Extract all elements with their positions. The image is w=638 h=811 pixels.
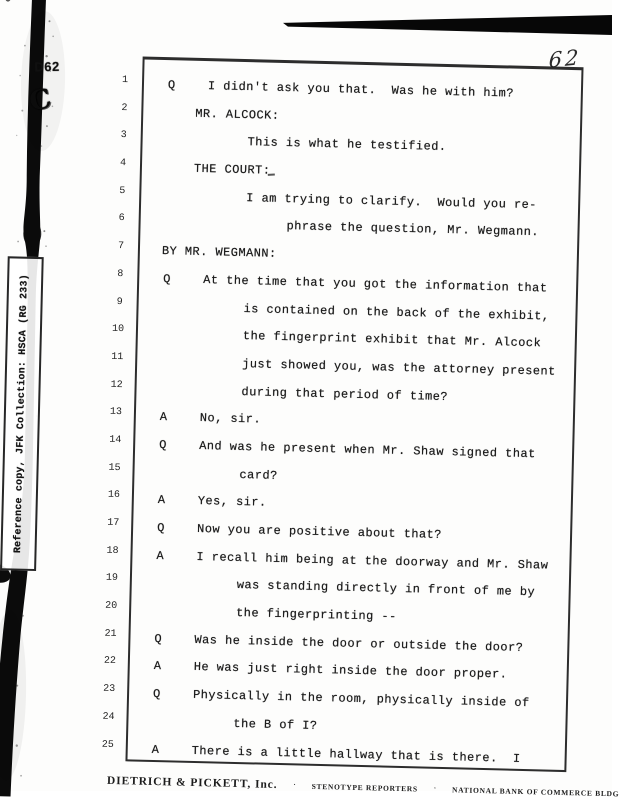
line-text: Now you are positive about that?	[196, 521, 443, 542]
line-text: Yes, sir.	[197, 494, 267, 510]
line-text: the fingerprinting --	[235, 606, 397, 624]
line-number: 5	[119, 185, 126, 197]
line-text: He was just right inside the door proper.	[193, 660, 508, 683]
archive-stamp-box	[0, 256, 44, 571]
speaker-label: Q	[159, 437, 167, 453]
line-number: 21	[104, 628, 117, 640]
line-number: 9	[116, 296, 123, 308]
line-number: 13	[109, 407, 123, 419]
speaker-label: Q	[152, 687, 161, 702]
line-text: Was he inside the door or outside the door?	[194, 632, 524, 655]
line-text: I didn't ask you that. Was he with him?	[207, 79, 515, 101]
footer-separator: ·	[433, 782, 437, 793]
speaker-label: Q	[154, 631, 162, 646]
line-text: This is what he testified.	[247, 135, 447, 155]
speaker-label: A	[156, 548, 164, 563]
line-number: 22	[103, 656, 117, 668]
handwritten-page-number: 62	[548, 45, 582, 73]
line-text: the fingerprint exhibit that Mr. Alcock	[242, 329, 542, 351]
speaker-label: A	[151, 742, 160, 757]
line-number: 14	[109, 434, 122, 447]
line-number: 10	[111, 324, 125, 336]
line-number: 17	[107, 517, 120, 530]
line-number: 25	[101, 739, 114, 751]
line-text: was standing directly in front of me by	[236, 578, 536, 600]
line-text: MR. ALCOCK:	[195, 106, 280, 123]
line-text: during that period of time?	[241, 384, 449, 404]
line-text: I recall him being at the doorway and Mr. Shaw	[196, 549, 549, 573]
line-text: the B of I?	[233, 716, 318, 733]
line-number: 20	[105, 600, 118, 613]
line-text: Physically in the room, physically inside of	[192, 688, 530, 711]
transcript-lines	[101, 73, 588, 776]
speaker-label: A	[153, 659, 162, 674]
line-number: 1	[121, 75, 129, 87]
line-number: 4	[119, 158, 127, 170]
transcript-box	[101, 51, 589, 792]
line-text: just showed you, was the attorney present	[242, 356, 556, 379]
line-text: phrase the question, Mr. Wegmann.	[286, 219, 540, 240]
archive-stamp-text: Reference copy, JFK Collection: HSCA (RG 233)	[12, 274, 31, 554]
line-number: 11	[111, 351, 124, 363]
footer-address: NATIONAL BANK OF COMMERCE BLDG	[451, 785, 620, 799]
line-number: 15	[108, 462, 121, 474]
line-number: 7	[117, 241, 125, 253]
line-text: At the time that you got the information that	[203, 272, 548, 296]
line-text: BY MR. WEGMANN:	[161, 244, 277, 261]
line-text: There is a little hallway that is there. I	[191, 743, 521, 766]
footer-separator: ·	[293, 779, 297, 790]
line-number: 24	[102, 711, 115, 723]
c-letter-stamp: C	[26, 83, 55, 118]
speaker-label: A	[157, 493, 166, 508]
footer-role: STENOTYPE REPORTERS	[311, 781, 418, 794]
line-text: I am trying to clarify. Would you re-	[246, 190, 538, 212]
line-number: 16	[107, 490, 121, 502]
speaker-label: Q	[167, 78, 176, 93]
line-text: card?	[239, 467, 278, 483]
doc-number-stamp: D62	[34, 58, 60, 75]
line-number: 8	[117, 268, 124, 280]
line-number: 18	[106, 545, 119, 557]
line-text: THE COURT:	[193, 161, 271, 178]
footer-firm: DIETRICH & PICKETT, Inc.	[106, 774, 278, 792]
line-number: 23	[103, 683, 116, 696]
line-number: 6	[118, 213, 125, 225]
line-number: 19	[105, 573, 119, 585]
line-text: is contained on the back of the exhibit,	[243, 301, 550, 324]
line-number: 2	[121, 102, 128, 114]
line-text: And was he present when Mr. Shaw signed that	[198, 438, 536, 462]
speaker-label: A	[159, 410, 168, 425]
line-text: No, sir.	[199, 411, 262, 427]
line-number: 3	[120, 130, 127, 142]
line-number: 12	[110, 379, 123, 391]
speaker-label: Q	[163, 271, 171, 287]
speaker-label: Q	[156, 520, 165, 536]
